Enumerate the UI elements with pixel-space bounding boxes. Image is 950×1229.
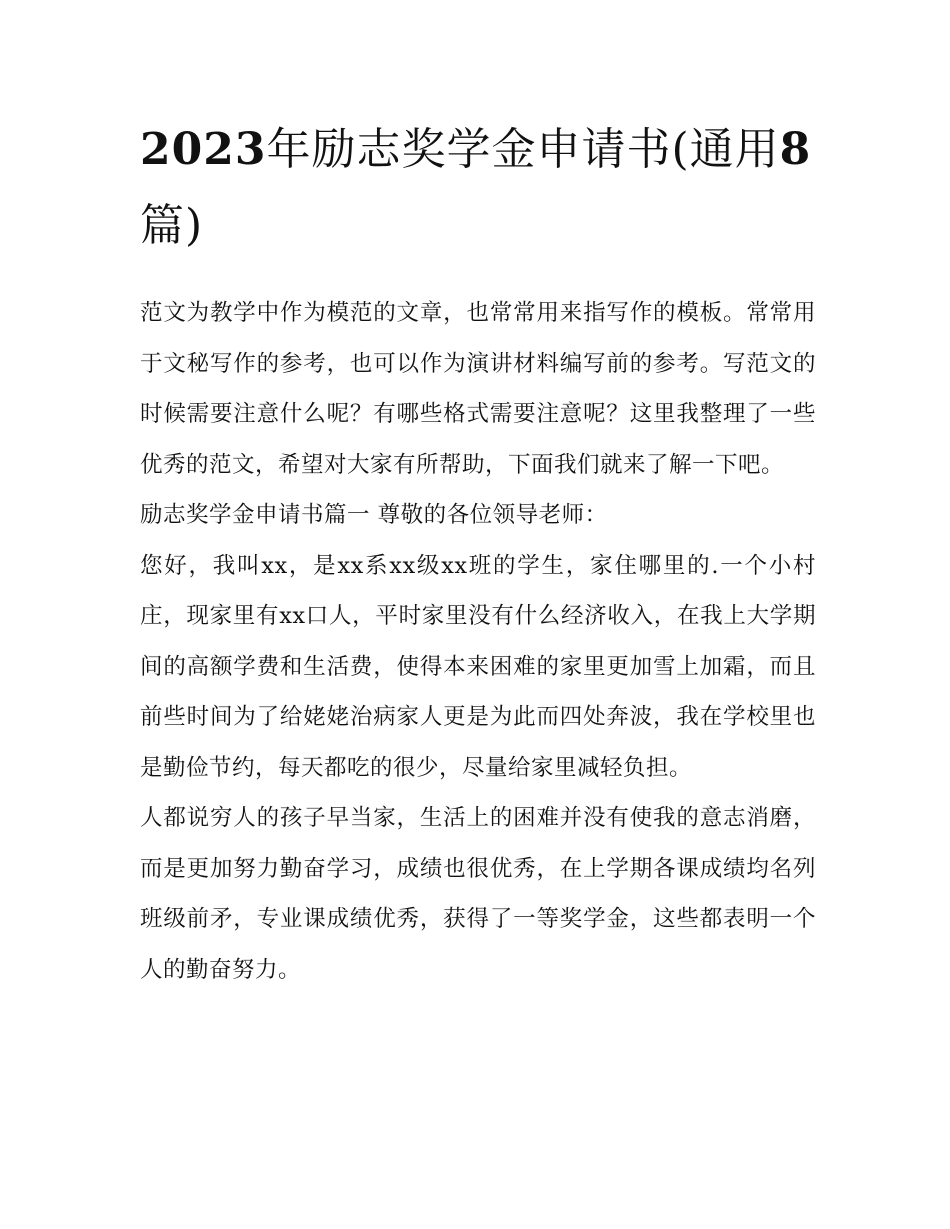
paragraph-achievement: 人都说穷人的孩子早当家，生活上的困难并没有使我的意志消磨，而是更加努力勤奋学习，成绩也很优秀，在上学期各课成绩均名列班级前矛，专业课成绩优秀，获得了一等奖学金，这些都表明一个人的勤奋努力。 (140, 805, 816, 983)
title-text-main: 年励志奖学金申请书(通用 (266, 124, 780, 175)
title-text-end: 篇) (140, 200, 204, 251)
paragraph-background: 您好，我叫xx，是xx系xx级xx班的学生，家住哪里的.一个小村庄，现家里有xx口人，平时家里没有什么经济收入，在我上大学期间的高额学费和生活费，使得本来困难的家里更加雪上加霜，而且前些时间为了给姥姥治病家人更是为此而四处奔波，我在学校里也是勤俭节约，每天都吃的很少，尽量给家里减轻负担。 (140, 552, 816, 781)
document-page (140, 112, 816, 995)
document-title (140, 112, 816, 264)
paragraph-intro: 范文为教学中作为模范的文章，也常常用来指写作的模板。常常用于文秘写作的参考，也可以作为演讲材料编写前的参考。写范文的时候需要注意什么呢？有哪些格式需要注意呢？这里我整理了一些优秀的范文，希望对大家有所帮助，下面我们就来了解一下吧。 (140, 300, 816, 478)
title-year: 2023 (140, 124, 267, 175)
paragraph-salutation: 励志奖学金申请书篇一 尊敬的各位领导老师： (140, 502, 608, 528)
document-body (140, 288, 816, 995)
title-count: 8 (779, 124, 812, 175)
